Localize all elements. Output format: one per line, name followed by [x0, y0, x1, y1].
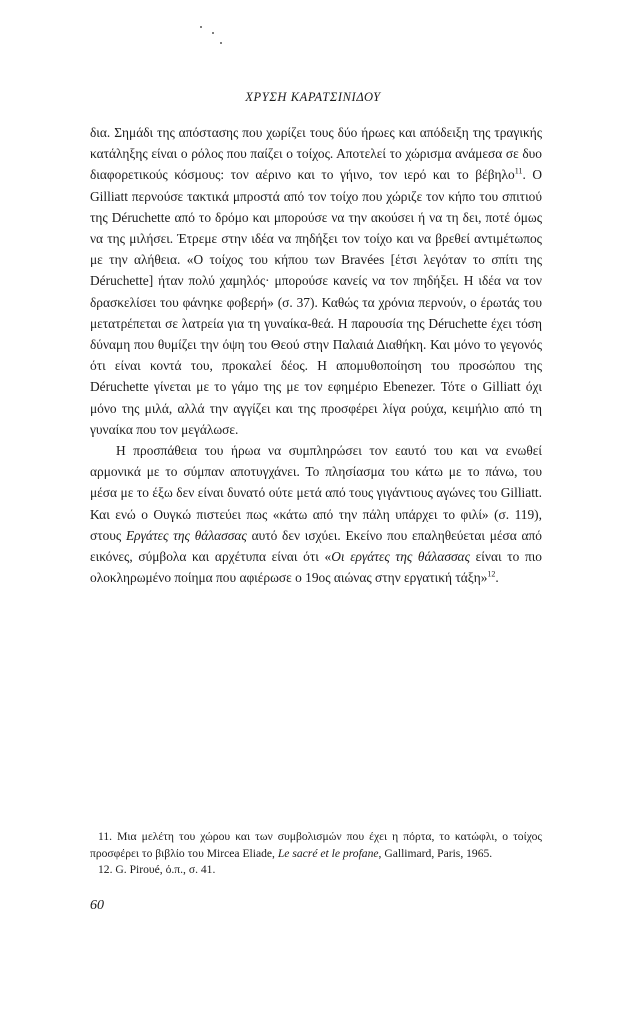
footnote-11-number: 11. [98, 830, 113, 843]
footnote-11-italic-title: Le sacré et le profane [277, 846, 379, 860]
running-header [0, 90, 626, 105]
body-text [90, 122, 542, 588]
paragraph-2-text-b: αυτό δεν ισχύει. Εκείνο που επαληθεύεται μέσα από εικόνες, σύμβολα και αρχέτυπα είναι ότι « [90, 527, 542, 565]
page-number: 60 [90, 898, 104, 913]
footnote-ref-11[interactable]: 11 [514, 166, 523, 176]
footnote-12 [90, 862, 542, 879]
paragraph-1 [90, 122, 542, 440]
book-title-italic-2: Οι εργάτες της θάλασσας [331, 549, 471, 565]
paragraph-2-text-d: . [495, 570, 499, 586]
footnote-12-number: 12. [98, 863, 113, 877]
paragraph-2 [90, 440, 542, 588]
footnote-ref-12[interactable]: 12 [487, 569, 496, 579]
paragraph-1-text-b: . Ο Gilliatt περνούσε τακτικά μπροστά από τον τοίχο που χώριζε τον κήπο του σπιτιού της Déruchette από το δρόμο και μπορούσε να την ακούσει ή να τη δει, ποτέ όμως να της μιλήσει. Έτρεμε στην ιδέα να πηδήξει τον τοίχο και να βρεθεί αντιμέτωπος με την αλήθεια. «Ο τοίχος του κήπου των Bravées [έτσι λεγόταν το σπίτι της Déruchette] ήταν πολύ χαμηλός· μπορούσε κανείς να τον πηδήξει. Η ιδέα να τον δρασκελίσει του φάνηκε φοβερή» (σ. 37). Καθώς τα χρόνια περνούν, ο έρωτάς του μετατρέπεται σε λατρεία για τη γυναίκα-θεά. Η παρουσία της Déruchette έχει τόση δύναμη που θυμίζει την όψη του Θεού στην Παλαιά Διαθήκη. Και μόνο το γεγονός ότι είναι κοντά του, προκαλεί δέος. Η απομυθοποίηση του προσώπου της Déruchette γίνεται με το γάμο της με τον εφημέριο Ebenezer. Τότε ο Gilliatt όχι μόνο της μιλά, αλλά την αγγίζει και της προσφέρει λίγα ρούχα, κειμήλιο από τη γυναίκα που τον μεγάλωσε. [90, 167, 542, 437]
running-title: ΧΡΥΣΗ ΚΑΡΑΤΣΙΝΙΔΟΥ [245, 90, 381, 104]
paragraph-2-text-c: είναι το πιο ολοκληρωμένο ποίημα που αφιέρωσε ο 19ος αιώνας στην εργατική τάξη» [90, 549, 543, 586]
footnote-11 [90, 829, 542, 862]
footnote-12-text: G. Pirουé, ό.π., σ. 41. [115, 863, 216, 877]
footnotes [90, 829, 542, 879]
paragraph-1-text-a: δια. Σημάδι της απόστασης που χωρίζει τους δύο ήρωες και απόδειξη της τραγικής κατάληξης είναι ο ρόλος που παίζει ο τοίχος. Αποτελεί το χώρισμα ανάμεσα σε δυο διαφορετικούς κόσμους: τον αέρινο και το γήινο, τον ιερό και το βέβηλο [90, 125, 542, 183]
book-title-italic-1: Εργάτες της θάλασσας [125, 527, 247, 543]
paragraph-2-text-a: Η προσπάθεια του ήρωα να συμπληρώσει τον εαυτό του και να ενωθεί αρμονικά με το σύμπαν αποτυγχάνει. Το πλησίασμα του κάτω με το πάνω, του μέσα με το έξω δεν είναι δυνατό ούτε μετά από τους γιγάντιους αγώνες του Gilliatt. Και ενώ ο Ουγκώ πιστεύει πως «κάτω από την πάλη υπάρχει το φιλί» (σ. 119), στους [90, 443, 542, 543]
footnote-11-text-a: Μια μελέτη του χώρου και των συμβολισμών που έχει η πόρτα, το κατώφλι, ο τοίχος προσφέρει το βιβλίο του Mircea Eliade, [90, 830, 542, 860]
footnote-11-text-b: , Gallimard, Paris, 1965. [378, 846, 493, 860]
